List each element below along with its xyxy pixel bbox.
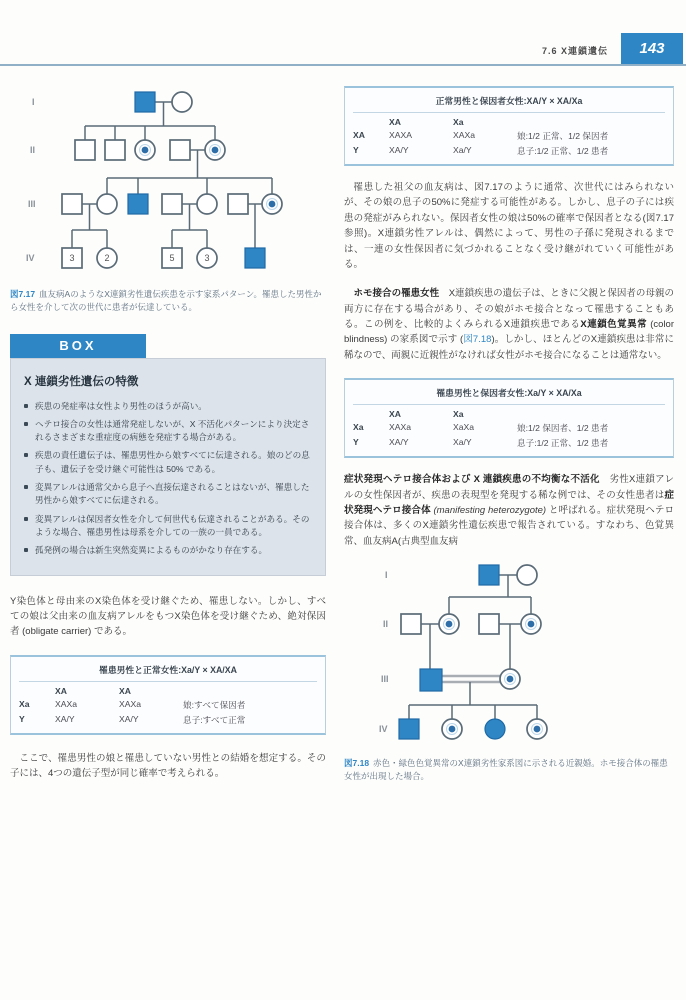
carrier-female-symbol	[500, 669, 520, 689]
generation-label: IV	[379, 724, 388, 734]
bold-term: 症状発現ヘテロ接合体	[344, 489, 674, 516]
symbol-count: 5	[169, 253, 175, 263]
body-paragraph-manifesting	[344, 472, 674, 549]
cell: XAXa	[453, 130, 475, 140]
cell: XAXA	[389, 130, 412, 140]
row-note: 娘:1/2 保因者、1/2 患者	[517, 423, 609, 434]
col-header: Xa	[453, 117, 464, 127]
row-label: Xa	[19, 698, 30, 709]
female-symbol	[97, 194, 117, 214]
row-label: Y	[353, 145, 359, 155]
cell: XAXa	[119, 698, 141, 709]
cell: XAXa	[55, 698, 77, 709]
cell: XaXa	[453, 422, 475, 433]
affected-male-symbol	[479, 565, 499, 585]
body-paragraph-homozygous	[344, 286, 674, 363]
paragraph-text: X連鎖疾患の遺伝子は、ときに父親と保因者の母親の両方に存在する場合があり、その娘がホモ接合となって罹患することもある。この例を、比較的よくみられるX連鎖疾患である	[344, 288, 674, 330]
carrier-female-symbol	[442, 719, 462, 739]
figure-caption-717	[10, 288, 326, 314]
table-title: 罹患男性と正常女性:Xa/Y × XA/XA	[19, 657, 317, 682]
box-bullet: 疾患の発症率は女性より男性のほうが高い。	[24, 400, 312, 413]
paragraph-text: (color blindness) の家系図で示す (	[344, 319, 675, 346]
carrier-female-symbol	[135, 140, 155, 160]
box-bullet: 孤発例の場合は新生突然変異によるものがかなり存在する。	[24, 544, 312, 557]
symbol-count: 3	[204, 253, 210, 263]
cell: XA/Y	[389, 437, 409, 448]
row-label: Xa	[353, 422, 364, 433]
carrier-female-symbol	[262, 194, 282, 214]
cell: XA/Y	[389, 145, 409, 155]
row-label: Y	[353, 437, 359, 448]
generation-label: II	[383, 619, 389, 629]
pedigree-lines	[409, 575, 537, 719]
affected-male-symbol	[135, 92, 155, 112]
two-column-layout	[10, 86, 674, 783]
page-number-badge: 143	[621, 33, 683, 64]
cell: Xa/Y	[453, 437, 472, 448]
carrier-female-symbol	[521, 614, 541, 634]
female-symbol	[172, 92, 192, 112]
male-symbol	[228, 194, 248, 214]
row-label: XA	[353, 130, 365, 140]
table-title: 罹患男性と保因者女性:Xa/Y × XA/Xa	[353, 380, 665, 405]
symbol-count: 3	[69, 253, 75, 263]
generation-label: I	[385, 570, 388, 580]
right-column	[344, 86, 674, 783]
english-term: (manifesting heterozygote)	[430, 504, 549, 516]
cell: Xa/Y	[453, 145, 472, 155]
box-bullet: 疾患の責任遺伝子は、罹患男性から娘すべてに伝達される。娘のどの息子も、遺伝子を受け継ぐ可能性は 50% である。	[24, 449, 312, 476]
affected-male-symbol	[420, 669, 442, 691]
box-feature	[10, 334, 326, 576]
generation-label: I	[32, 97, 35, 107]
figure-caption-718	[344, 757, 674, 783]
box-panel	[10, 358, 326, 576]
body-paragraph: ここで、罹患男性の娘と罹患していない男性との結婚を想定する。その子には、4つの遺伝子型が同じ確率で考えられる。	[10, 752, 326, 780]
table-title: 正常男性と保因者女性:XA/Y × XA/Xa	[353, 88, 665, 113]
header-rule	[0, 64, 686, 66]
paragraph-text: 劣性X連鎖アレルの女性保因者が、疾患の表現型を発現する稀な例では、その女性患者は	[344, 474, 674, 501]
pedigree-chart-hemophilia	[10, 86, 322, 282]
row-note: 娘:1/2 正常、1/2 保因者	[517, 131, 609, 141]
female-symbol	[197, 194, 217, 214]
carrier-female-symbol	[205, 140, 225, 160]
male-symbol	[105, 140, 125, 160]
symbol-count: 2	[104, 253, 110, 263]
male-symbol	[75, 140, 95, 160]
section-runin-heading: 症状発現ヘテロ接合体および X 連鎖疾患の不均衡な不活化	[344, 474, 600, 486]
paragraph-text: と呼ばれる。症状発現ヘテロ接合体は、多くのX連鎖劣性遺伝疾患で報告されている。すなわち、色覚異常、血友病A(古典型血友病	[344, 504, 674, 547]
figure-caption-text: 血友病AのようなX連鎖劣性遺伝疾患を示す家系パターン。罹患した男性から女性を介して次の世代に患者が伝達している。	[10, 289, 322, 312]
punnett-table-affected-carrier	[344, 378, 674, 458]
section-title: 7.6 X連鎖遺伝	[541, 46, 608, 56]
row-note: 息子:すべて正常	[183, 714, 246, 725]
male-symbol	[170, 140, 190, 160]
figure-label: 図7.18	[344, 758, 370, 768]
col-header: XA	[389, 409, 401, 420]
generation-label: II	[30, 145, 36, 155]
pedigree-chart-colorblindness	[369, 559, 649, 751]
figure-reference-link[interactable]: 図7.18	[463, 334, 492, 346]
cell: XA/Y	[119, 713, 139, 724]
box-bullet: ヘテロ接合の女性は通常発症しないが、X 不活化パターンにより決定されるさまざまな重症度の病態を発症する場合がある。	[24, 418, 312, 445]
cell: XA/Y	[55, 713, 75, 724]
punnett-table-affected-normal	[10, 655, 326, 735]
body-paragraph: Y染色体と母由来のX染色体を受け継ぐため、罹患しない。しかし、すべての娘は父由来の血友病アレルをもつX染色体を受け継ぐため、絶対保因者 (obligate carrier) である。	[10, 595, 326, 638]
row-note: 息子:1/2 正常、1/2 患者	[517, 146, 609, 156]
runin-heading: ホモ接合の罹患女性	[353, 288, 440, 300]
punnett-table-normal-carrier	[344, 86, 674, 166]
col-header: XA	[389, 117, 401, 127]
row-note: 娘:すべて保因者	[183, 699, 246, 710]
carrier-female-symbol	[439, 614, 459, 634]
female-symbol	[517, 565, 537, 585]
col-header: Xa	[453, 409, 464, 420]
box-title: X 連鎖劣性遺伝の特徴	[24, 375, 139, 388]
left-column	[10, 86, 326, 783]
generation-label: IV	[26, 253, 35, 263]
male-symbol	[401, 614, 421, 634]
row-note: 息子:1/2 正常、1/2 患者	[517, 438, 609, 449]
affected-male-symbol	[245, 248, 265, 268]
box-bullet: 変異アレルは保因者女性を介して何世代も伝達されることがある。そのような場合、罹患男性は母系を介しての一族の一員である。	[24, 513, 312, 540]
col-header: XA	[119, 685, 131, 696]
body-paragraph: 罹患した祖父の血友病は、図7.17のように通常、次世代にはみられないが、その娘の息子の50%に発症する可能性がある。しかし、息子の子には疾患の発症がみられない。保因者女性の娘は50%の確率で保因者となる(図7.17参照)。X連鎖劣性アレルは、偶然によって、男性の子孫に発現されるまでは、一連の女性保因者に気づかれることなく受け継がれていく可能性がある。	[344, 182, 674, 270]
box-bullet: 変異アレルは通常父から息子へ直接伝達されることはないが、罹患した男性から娘すべてに伝達される。	[24, 481, 312, 508]
affected-male-symbol	[399, 719, 419, 739]
figure-caption-text: 赤色・緑色色覚異常のX連鎖劣性家系図に示される近親婚。ホモ接合体の罹患女性が出現した場合。	[344, 758, 668, 781]
row-label: Y	[19, 713, 25, 724]
pedigree-lines	[72, 102, 272, 248]
generation-label: III	[28, 199, 36, 209]
male-symbol	[479, 614, 499, 634]
table-grid	[353, 409, 665, 449]
affected-male-symbol	[128, 194, 148, 214]
figure-label: 図7.17	[10, 289, 36, 299]
col-header: XA	[55, 685, 67, 696]
generation-label: III	[381, 674, 389, 684]
paragraph-text: )。しかし、ほとんどのX連鎖疾患は非常に稀なので、両親に近親性がなければ女性がホモ接合になることは通常ない。	[344, 334, 674, 361]
carrier-female-symbol	[527, 719, 547, 739]
box-bullet-list	[24, 400, 312, 558]
cell: XAXa	[389, 422, 411, 433]
table-grid	[19, 686, 317, 726]
box-tab: BOX	[10, 334, 146, 358]
affected-female-symbol	[485, 719, 505, 739]
table-grid	[353, 117, 665, 157]
bold-term: X連鎖色覚異常	[580, 319, 648, 330]
male-symbol	[62, 194, 82, 214]
male-symbol	[162, 194, 182, 214]
